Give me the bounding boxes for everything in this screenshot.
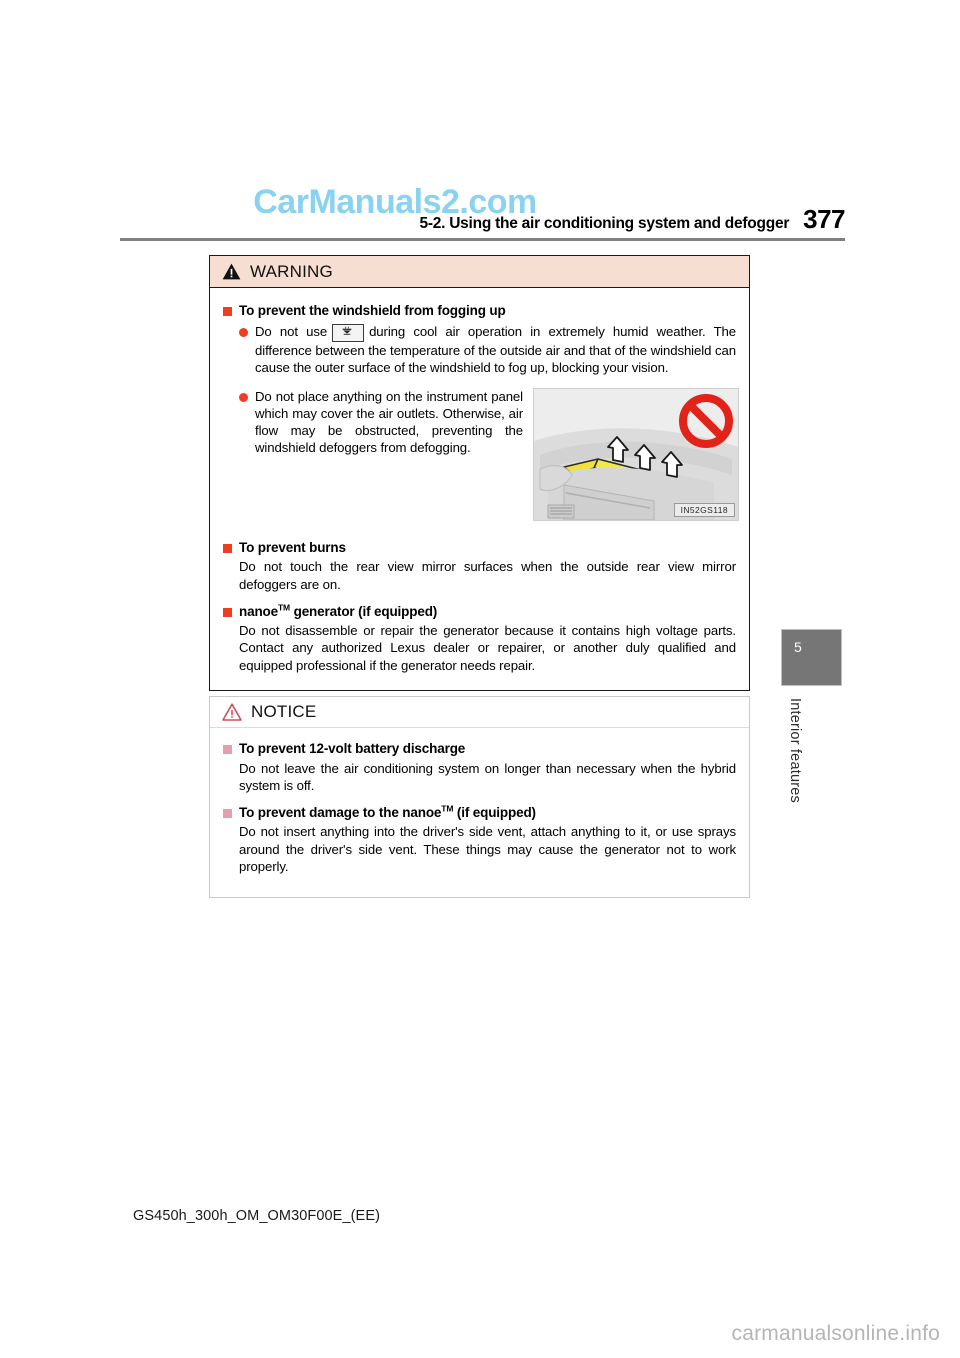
dashboard-diagram [534, 389, 738, 520]
heading-main: nanoe [239, 603, 279, 619]
warning-heading-label: To prevent burns [239, 539, 346, 555]
red-dot-bullet-icon [239, 393, 248, 402]
notice-triangle-icon [222, 703, 242, 721]
notice-heading-battery [223, 740, 736, 758]
red-square-bullet-icon [223, 608, 232, 617]
defogger-button-icon [332, 324, 364, 342]
warning-heading-burns [223, 539, 736, 557]
chapter-tab [781, 629, 842, 686]
header-section-title: 5-2. Using the air conditioning system and defogger [419, 215, 790, 232]
warning-heading-label [239, 603, 437, 621]
instrument-panel-illustration [533, 388, 739, 521]
red-square-bullet-icon [223, 544, 232, 553]
figure-code-label: IN52GS118 [674, 503, 735, 517]
warning-header [210, 256, 749, 288]
heading-superscript: TM [441, 803, 454, 814]
warning-title: WARNING [250, 261, 333, 281]
chapter-number: 5 [794, 639, 802, 655]
warning-box [209, 255, 750, 691]
warning-paragraph-nanoe: Do not disassemble or repair the generator because it contains high voltage parts. Contact any authorized Lexus dealer or repairer, or another duly qualified and equipped professional if the generator needs repair. [239, 623, 736, 673]
warning-heading-nanoe [223, 603, 736, 621]
bullet-text-before: Do not use [255, 323, 328, 339]
warning-bullet-text [255, 323, 736, 376]
heading-superscript: TM [278, 602, 290, 613]
notice-heading-label [239, 804, 536, 822]
red-square-bullet-icon [223, 307, 232, 316]
warning-bullet-instrument-panel-row [223, 388, 736, 521]
notice-header [210, 697, 749, 728]
warning-bullet-text: Do not place anything on the instrument panel which may cover the air outlets. Otherwise, air flow may be obstructed, preventing the windshield defoggers from defogging. [255, 388, 523, 456]
notice-box [209, 696, 750, 898]
heading-rest: generator (if equipped) [290, 603, 438, 619]
warning-bullet-instrument-panel [223, 388, 523, 457]
warning-bullet-defogger [239, 323, 736, 376]
notice-heading-label: To prevent 12-volt battery discharge [239, 741, 466, 756]
pink-square-bullet-icon [223, 809, 232, 818]
notice-paragraph-nanoe: Do not insert anything into the driver's side vent, attach anything to it, or use sprays around the driver's side vent. These things may cause the generator not to work properly. [239, 824, 736, 874]
watermark-top: CarManuals2.com [253, 183, 537, 221]
bullet-text-after: during cool air operation in extremely humid weather. The difference between the temperature of the outside air and that of the windshield can cause the outer surface of the windshield to fog up, blocking your vision. [255, 323, 737, 375]
page-number: 377 [803, 204, 845, 234]
heading-main: To prevent damage to the nanoe [239, 804, 442, 820]
notice-heading-nanoe [223, 804, 736, 822]
warning-paragraph-burns: Do not touch the rear view mirror surfaces when the outside rear view mirror defoggers are on. [239, 559, 736, 592]
footer-document-code: GS450h_300h_OM_OM30F00E_(EE) [133, 1208, 381, 1224]
warning-body [210, 288, 749, 690]
page-header [120, 206, 845, 233]
warning-heading-label: To prevent the windshield from fogging up [239, 303, 506, 318]
heading-rest: (if equipped) [453, 804, 536, 820]
watermark-bottom: carmanualsonline.info [731, 1322, 940, 1345]
chapter-label: Interior features [787, 698, 803, 803]
warning-triangle-icon [222, 263, 241, 280]
red-dot-bullet-icon [239, 328, 248, 337]
notice-body [210, 728, 749, 897]
warning-heading-fogging [223, 302, 736, 320]
pink-square-bullet-icon [223, 745, 232, 754]
header-divider [120, 238, 845, 241]
notice-title: NOTICE [251, 702, 317, 721]
notice-paragraph-battery: Do not leave the air conditioning system on longer than necessary when the hybrid system is off. [239, 760, 736, 793]
